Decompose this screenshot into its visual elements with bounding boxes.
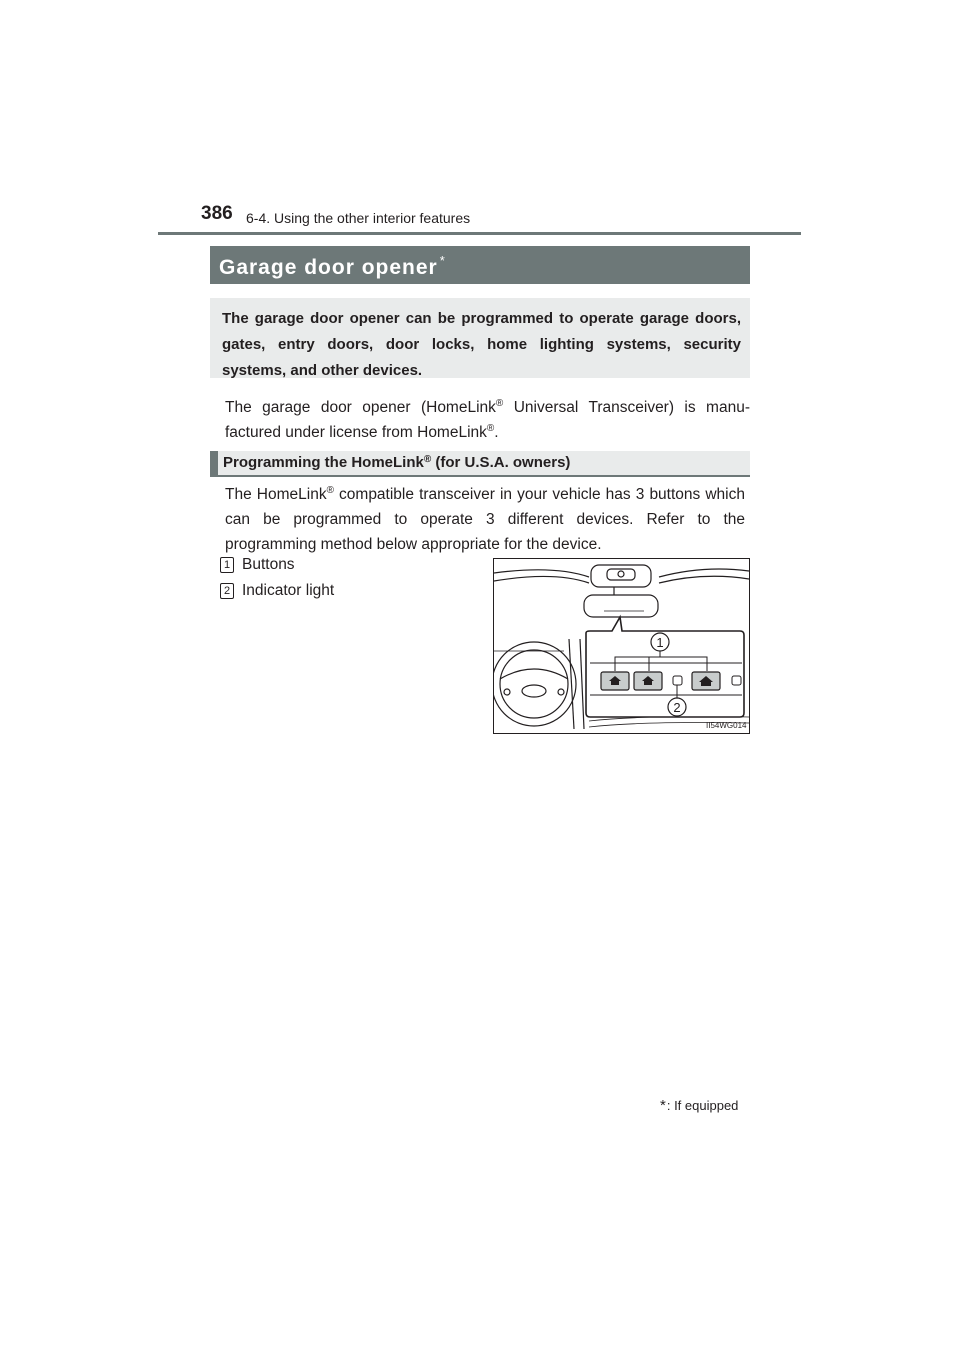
figure-callout-2: 2 [673,700,681,715]
body-paragraph [225,482,745,557]
para1-text-a: The garage door opener (HomeLink [225,399,496,416]
figure-callout-1: 1 [656,635,664,650]
para2-text-a: The HomeLink [225,486,327,503]
intro-paragraph [225,395,750,445]
page-title [210,246,750,284]
callout-number: 2 [220,583,234,599]
para1-text-b: Universal Transceiver) is manu-factured under license from HomeLink [225,399,750,441]
dashboard-illustration [494,559,749,733]
if-equipped-marker: * [439,253,446,268]
callout-item [220,582,334,600]
figure-code: II54WG014 [706,721,747,730]
registered-mark: ® [495,398,504,409]
subheading [210,451,750,475]
subheading-text-b: (for U.S.A. owners) [431,454,571,471]
subheading-text-a: Programming the HomeLink [223,454,424,471]
page-title-text: Garage door opener [219,256,438,279]
registered-mark: ® [486,423,495,434]
callout-label: Indicator light [242,582,335,599]
callout-number: 1 [220,557,234,573]
para2-text-b: compatible transceiver in your vehicle has 3 buttons which can be programmed to operate 3 different devices. Refer to the programming method below appropriate for the device. [225,486,745,553]
header-divider [158,232,801,235]
intro-summary: The garage door opener can be programmed to operate garage doors, gates, entry doors, door locks, home lighting systems, security systems, and other devices. [210,298,750,378]
subheading-rule [210,475,750,477]
homelink-illustration [493,558,750,734]
callout-label: Buttons [242,556,295,573]
para1-text-c: . [494,424,499,441]
footnote [660,1097,738,1114]
section-title: 6-4. Using the other interior features [246,210,471,226]
registered-mark: ® [423,454,432,465]
footnote-text: : If equipped [666,1098,739,1113]
asterisk-icon: * [660,1097,666,1114]
registered-mark: ® [326,485,334,496]
callout-item [220,556,295,574]
page-number: 386 [201,203,233,224]
